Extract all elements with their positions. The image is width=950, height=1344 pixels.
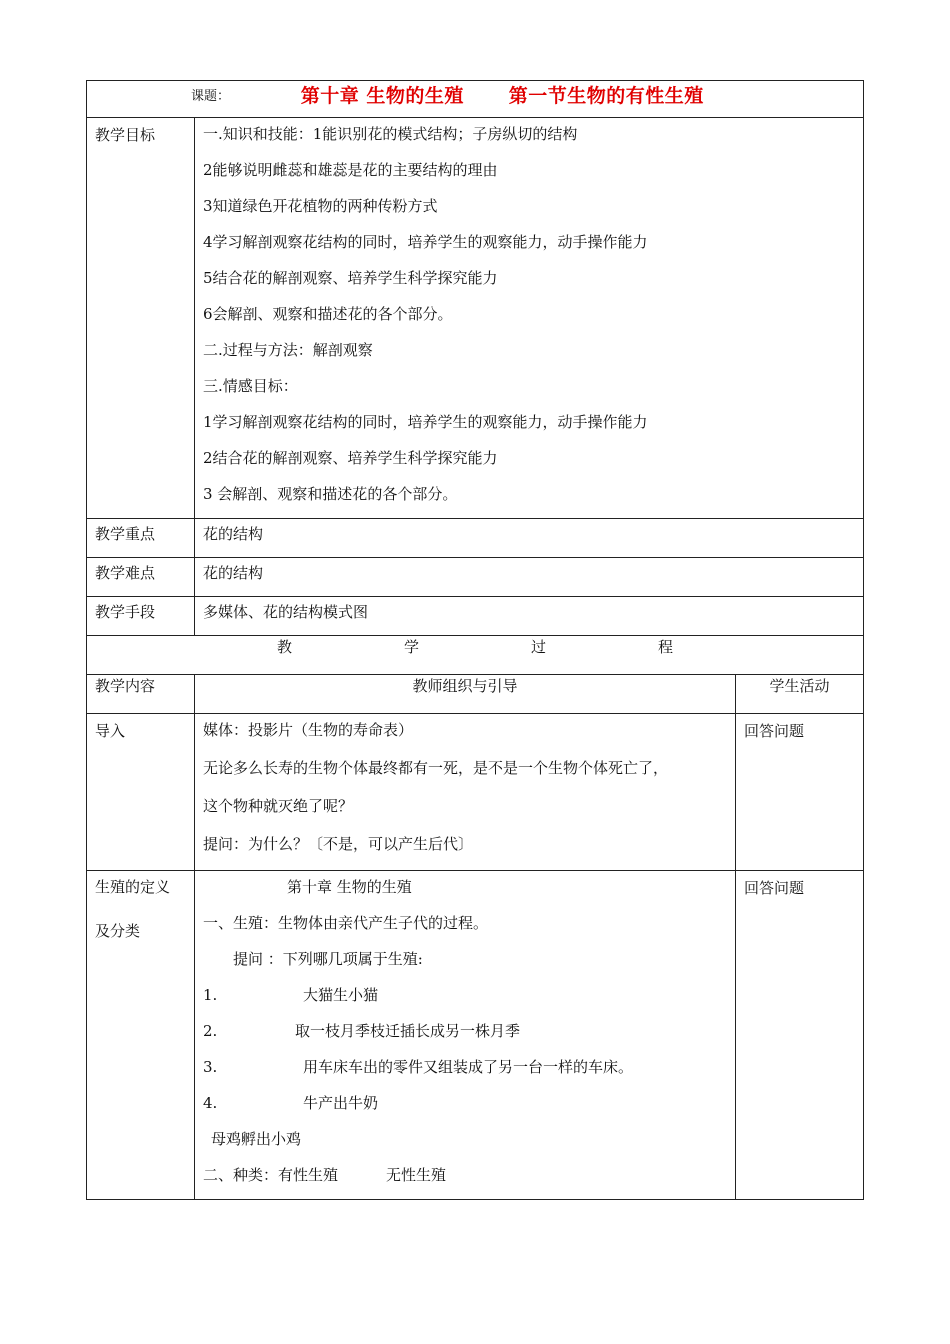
list-item: 4. 牛产出牛奶 (203, 1094, 379, 1112)
reproduction-student-activity: 回答问题 (736, 871, 864, 1200)
intro-line: 提问：为什么？〔不是，可以产生后代〕 (203, 835, 474, 853)
means-label: 教学手段 (87, 597, 195, 636)
objective-line: 1学习解剖观察花结构的同时，培养学生的观察能力，动手操作能力 (203, 413, 648, 431)
objective-line: 3知道绿色开花植物的两种传粉方式 (203, 197, 438, 215)
intro-label: 导入 (87, 714, 195, 871)
reproduction-chapter: 第十章 生物的生殖 (287, 878, 412, 896)
objective-line: 二.过程与方法：解剖观察 (203, 341, 373, 359)
intro-line: 媒体：投影片（生物的寿命表） (203, 721, 414, 739)
reproduction-question: 提问 ：下列哪几项属于生殖: (233, 950, 423, 968)
title-row (87, 81, 864, 118)
objective-line: 4学习解剖观察花结构的同时，培养学生的观察能力，动手操作能力 (203, 233, 648, 251)
reproduction-definition: 一、生殖：生物体由亲代产生子代的过程。 (203, 914, 489, 932)
lesson-plan-table (86, 80, 864, 1200)
means-value: 多媒体、花的结构模式图 (195, 597, 864, 636)
reproduction-label: 生殖的定义 及分类 (87, 871, 195, 1200)
objective-line: 2能够说明雌蕊和雄蕊是花的主要结构的理由 (203, 161, 498, 179)
process-char: 过 (531, 638, 547, 656)
means-row (87, 597, 864, 636)
chapter-title: 第十章 生物的生殖 (300, 85, 464, 107)
intro-row (87, 714, 864, 871)
column-header-student: 学生活动 (736, 675, 864, 714)
objective-line: 5结合花的解剖观察、培养学生科学探究能力 (203, 269, 498, 287)
objective-line: 三.情感目标： (203, 377, 298, 395)
reproduction-types: 二、种类：有性生殖 无性生殖 (203, 1166, 447, 1184)
difficulty-label: 教学难点 (87, 558, 195, 597)
column-header-content: 教学内容 (87, 675, 195, 714)
intro-line: 这个物种就灭绝了呢？ (203, 797, 354, 815)
list-item: 3. 用车床车出的零件又组装成了另一台一样的车床。 (203, 1058, 634, 1076)
difficulty-value: 花的结构 (195, 558, 864, 597)
title-label: 课题： (191, 89, 231, 104)
section-title: 第一节生物的有性生殖 (508, 85, 704, 107)
objective-line: 3 会解剖、观察和描述花的各个部分。 (203, 485, 458, 503)
objective-line: 一.知识和技能：1能识别花的模式结构；子房纵切的结构 (203, 125, 578, 143)
objectives-row (87, 118, 864, 519)
key-point-value: 花的结构 (195, 519, 864, 558)
process-char: 程 (658, 638, 674, 656)
process-char: 学 (404, 638, 420, 656)
reproduction-content (195, 871, 736, 1200)
objective-line: 2结合花的解剖观察、培养学生科学探究能力 (203, 449, 498, 467)
objectives-label: 教学目标 (87, 118, 195, 519)
intro-line: 无论多么长寿的生物个体最终都有一死，是不是一个生物个体死亡了， (203, 759, 669, 777)
objective-line: 6会解剖、观察和描述花的各个部分。 (203, 305, 453, 323)
difficulty-row (87, 558, 864, 597)
reproduction-row (87, 871, 864, 1200)
list-item: 2. 取一枝月季枝迁插长成另一株月季 (203, 1022, 521, 1040)
process-header (87, 636, 864, 675)
reproduction-extra: 母鸡孵出小鸡 (211, 1130, 302, 1148)
objectives-content (195, 118, 864, 519)
column-header-row (87, 675, 864, 714)
process-char: 教 (276, 638, 292, 656)
list-item: 1. 大猫生小猫 (203, 986, 379, 1004)
column-header-teacher: 教师组织与引导 (195, 675, 736, 714)
key-point-label: 教学重点 (87, 519, 195, 558)
process-header-row (87, 636, 864, 675)
intro-content (195, 714, 736, 871)
intro-student-activity: 回答问题 (736, 714, 864, 871)
key-point-row (87, 519, 864, 558)
